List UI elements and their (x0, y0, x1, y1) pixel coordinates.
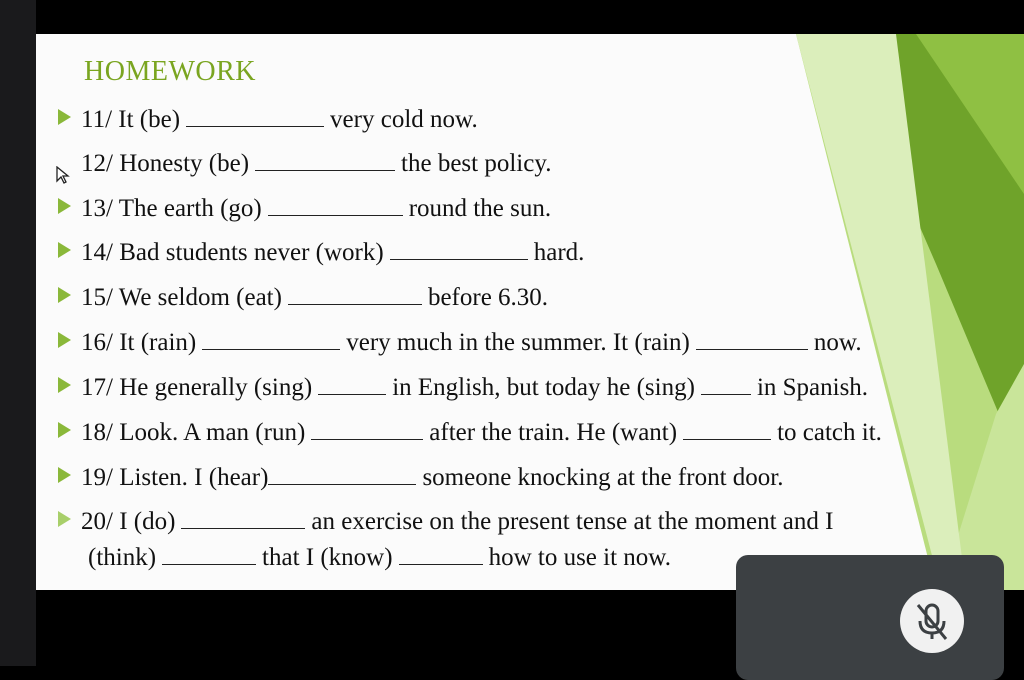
bullet-arrow-icon (58, 511, 71, 527)
page-title: HOMEWORK (84, 56, 256, 87)
mic-off-icon (900, 589, 964, 653)
slide (36, 34, 1024, 590)
list-item: 13/ The earth (go) round the sun. (58, 195, 551, 223)
answer-blank[interactable] (399, 546, 483, 565)
bullet-arrow-icon (58, 467, 71, 483)
bullet-arrow-icon (58, 377, 71, 393)
answer-blank[interactable] (181, 510, 305, 529)
bullet-arrow-icon (58, 242, 71, 258)
list-item-continuation: (think) that I (know) how to use it now. (88, 544, 671, 571)
answer-blank[interactable] (683, 421, 771, 440)
list-item: 14/ Bad students never (work) hard. (58, 239, 584, 267)
mute-button[interactable] (900, 589, 964, 653)
answer-blank[interactable] (390, 241, 528, 260)
answer-blank[interactable] (162, 546, 256, 565)
answer-blank[interactable] (701, 376, 751, 395)
list-item: 16/ It (rain) very much in the summer. It (rain) now. (58, 329, 862, 357)
bullet-arrow-icon (58, 422, 71, 438)
answer-blank[interactable] (288, 286, 422, 305)
mouse-cursor-icon (56, 166, 70, 184)
answer-blank[interactable] (268, 197, 403, 216)
list-item: 19/ Listen. I (hear) someone knocking at the front door. (58, 464, 783, 492)
list-item: 20/ I (do) an exercise on the present tense at the moment and I (58, 508, 833, 536)
answer-blank[interactable] (268, 466, 416, 485)
answer-blank[interactable] (311, 421, 423, 440)
answer-blank[interactable] (186, 108, 324, 127)
list-item: 15/ We seldom (eat) before 6.30. (58, 284, 548, 312)
answer-blank[interactable] (255, 152, 395, 171)
answer-blank[interactable] (318, 376, 386, 395)
list-item: 17/ He generally (sing) in English, but today he (sing) in Spanish. (58, 374, 868, 402)
list-item: 18/ Look. A man (run) after the train. He (want) to catch it. (58, 419, 882, 447)
answer-blank[interactable] (202, 331, 340, 350)
bullet-arrow-icon (58, 109, 71, 125)
list-item: 11/ It (be) very cold now. (58, 106, 478, 134)
bullet-arrow-icon (58, 332, 71, 348)
answer-blank[interactable] (696, 331, 808, 350)
left-sidebar-strip (0, 0, 36, 666)
bullet-arrow-icon (58, 198, 71, 214)
bullet-arrow-icon (58, 287, 71, 303)
list-item: 12/ Honesty (be) the best policy. (81, 150, 552, 177)
